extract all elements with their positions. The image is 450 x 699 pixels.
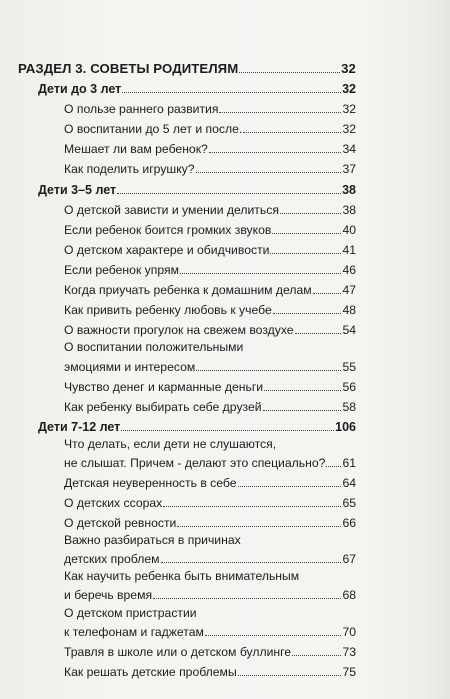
entry-title: О пользе раннего развития <box>64 102 219 116</box>
entry-title: О детской ревности <box>64 516 177 530</box>
toc-entry <box>64 243 356 257</box>
leader-dots <box>273 313 342 314</box>
group-title: Дети 3–5 лет <box>38 183 117 197</box>
entry-page: 75 <box>342 665 356 679</box>
entry-page: 73 <box>342 645 356 659</box>
entry-title: Мешает ли вам ребенок? <box>64 142 208 156</box>
entry-page: 46 <box>342 263 356 277</box>
entry-page: 56 <box>342 380 356 394</box>
toc-entry <box>64 476 356 490</box>
leader-dots <box>238 486 342 487</box>
toc-entry <box>64 162 356 176</box>
toc-entry <box>64 625 356 639</box>
entry-title: Как привить ребенку любовь к учебе <box>64 303 272 317</box>
entry-title: Травля в школе или о детском буллинге <box>64 645 292 659</box>
toc-entry <box>64 263 356 277</box>
toc-entry <box>64 645 356 659</box>
entry-page: 48 <box>342 303 356 317</box>
entry-page: 34 <box>342 142 356 156</box>
leader-dots <box>121 430 334 431</box>
entry-page: 58 <box>342 400 356 414</box>
group-page: 106 <box>335 420 356 434</box>
entry-page: 65 <box>342 496 356 510</box>
group-title: Дети 7-12 лет <box>38 420 121 434</box>
section-page: 32 <box>341 61 356 76</box>
toc-entry <box>64 142 356 156</box>
leader-dots <box>239 72 340 73</box>
entry-page: 61 <box>342 456 356 470</box>
entry-title: Чувство денег и карманные деньги <box>64 380 264 394</box>
entry-page: 67 <box>342 552 356 566</box>
toc-entry <box>64 380 356 394</box>
toc-entry <box>64 516 356 530</box>
toc-group-heading <box>38 183 356 197</box>
group-page: 32 <box>342 82 356 96</box>
entry-page: 64 <box>342 476 356 490</box>
entry-title: Детская неуверенность в себе <box>64 476 237 490</box>
leader-dots <box>326 466 341 467</box>
entry-page: 41 <box>342 243 356 257</box>
leader-dots <box>272 233 341 234</box>
section-title: РАЗДЕЛ 3. СОВЕТЫ РОДИТЕЛЯМ <box>18 61 239 76</box>
entry-page: 47 <box>342 283 356 297</box>
leader-dots <box>264 390 341 391</box>
group-title: Дети до 3 лет <box>38 82 122 96</box>
leader-dots <box>270 253 341 254</box>
leader-dots <box>238 675 342 676</box>
toc-entry <box>64 552 356 566</box>
entry-title: Если ребенок боится громких звуков <box>64 223 272 237</box>
toc-entry <box>64 283 356 297</box>
entry-page: 38 <box>342 203 356 217</box>
toc-entry <box>64 303 356 317</box>
page-edge-shadow <box>420 0 450 699</box>
toc-entry <box>64 122 356 136</box>
entry-title-line: О воспитании положительными <box>64 340 244 354</box>
toc-entry <box>64 456 356 470</box>
toc-entry <box>64 588 356 602</box>
entry-title: не слышат. Причем - делают это специально? <box>64 456 326 470</box>
toc-entry <box>64 360 356 374</box>
leader-dots <box>243 132 341 133</box>
entry-title-line: Как научить ребенка быть внимательным <box>64 569 300 583</box>
toc-entry <box>64 496 356 510</box>
entry-page: 32 <box>342 102 356 116</box>
leader-dots <box>219 112 341 113</box>
entry-page: 68 <box>342 588 356 602</box>
entry-title: и беречь время <box>64 588 153 602</box>
entry-title: Если ребенок упрям <box>64 263 179 277</box>
entry-title: О детском характере и обидчивости <box>64 243 270 257</box>
leader-dots <box>153 598 341 599</box>
leader-dots <box>117 193 341 194</box>
entry-title-line: Что делать, если дети не слушаются, <box>64 437 277 451</box>
leader-dots <box>292 655 341 656</box>
entry-title: Как поделить игрушку? <box>64 162 195 176</box>
entry-page: 55 <box>342 360 356 374</box>
entry-page: 66 <box>342 516 356 530</box>
toc-entry <box>64 665 356 679</box>
toc-group-heading <box>38 420 356 434</box>
leader-dots <box>163 506 341 507</box>
toc-entry <box>64 400 356 414</box>
entry-title: О детской зависти и умении делиться <box>64 203 279 217</box>
leader-dots <box>280 213 342 214</box>
entry-title: Как решать детские проблемы <box>64 665 237 679</box>
entry-title: детских проблем <box>64 552 160 566</box>
toc-section-heading <box>18 62 356 76</box>
entry-title: О воспитании до 5 лет и после. <box>64 122 243 136</box>
entry-page: 54 <box>342 323 356 337</box>
entry-title: О детских ссорах <box>64 496 163 510</box>
leader-dots <box>313 293 342 294</box>
entry-title: Как ребенку выбирать себе друзей <box>64 400 262 414</box>
entry-title: Когда приучать ребенка к домашним делам <box>64 283 312 297</box>
leader-dots <box>161 562 342 563</box>
entry-title: к телефонам и гаджетам <box>64 625 204 639</box>
entry-page: 40 <box>342 223 356 237</box>
leader-dots <box>177 526 341 527</box>
entry-page: 37 <box>342 162 356 176</box>
entry-title: О важности прогулок на свежем воздухе <box>64 323 294 337</box>
leader-dots <box>196 172 342 173</box>
leader-dots <box>263 410 342 411</box>
entry-page: 70 <box>342 625 356 639</box>
toc-entry <box>64 203 356 217</box>
group-page: 38 <box>342 183 356 197</box>
toc-entry <box>64 102 356 116</box>
leader-dots <box>209 152 342 153</box>
toc-entry <box>64 323 356 337</box>
entry-title: эмоциями и интересом <box>64 360 196 374</box>
toc-group-heading <box>38 82 356 96</box>
leader-dots <box>196 370 341 371</box>
entry-page: 32 <box>342 122 356 136</box>
leader-dots <box>122 92 341 93</box>
leader-dots <box>295 333 342 334</box>
entry-title-line: О детском пристрастии <box>64 606 197 620</box>
entry-title-line: Важно разбираться в причинах <box>64 533 241 547</box>
leader-dots <box>205 635 342 636</box>
toc-entry <box>64 223 356 237</box>
leader-dots <box>180 273 341 274</box>
